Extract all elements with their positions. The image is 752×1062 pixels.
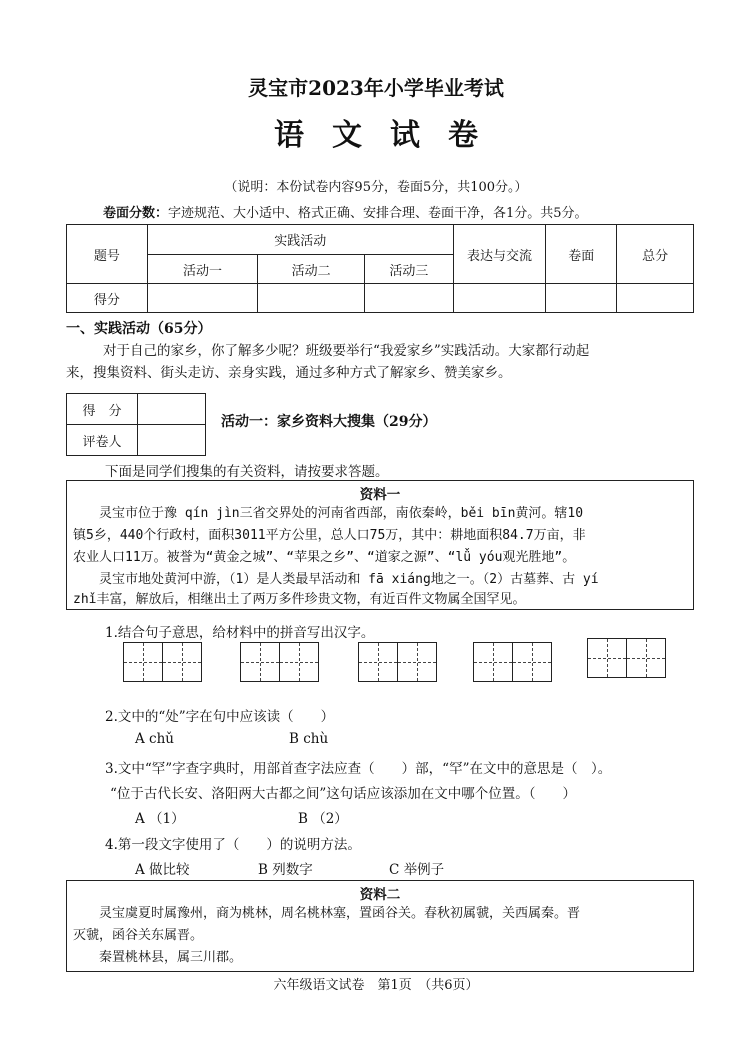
exam-note: （说明：本份试卷内容95分，卷面5分，共100分。） xyxy=(224,180,528,195)
grader-score-cell[interactable] xyxy=(138,394,206,425)
score-cell[interactable] xyxy=(453,284,546,313)
question4: 4.第一段文字使用了（ ）的说明方法。 xyxy=(105,837,361,853)
q4-option-c[interactable]: C 举例子 xyxy=(389,862,445,878)
neatness-line xyxy=(103,202,588,221)
material1-line: 镇5乡，440个行政村，面积3011平方公里，总人口75万，其中：耕地面积84.7万亩，非 xyxy=(73,528,586,543)
material1-line: 农业人口11万。被誉为“黄金之城”、“苹果之乡”、“道家之源”、“lǚ yóu观光胜地”。 xyxy=(73,550,576,565)
act2-header: 活动二 xyxy=(258,255,365,284)
question2: 2.文中的“处”字在句中应该读（ ） xyxy=(105,709,335,725)
material1-line: 灵宝市地处黄河中游，（1）是人类最早活动和 fā xiáng地之一。（2）古墓葬、古 yí xyxy=(99,572,599,587)
answer-grid-4[interactable] xyxy=(474,642,552,682)
material2-line: 秦置桃林县，属三川郡。 xyxy=(99,950,243,965)
grader-box xyxy=(66,393,206,456)
question3-line2: “位于古代长安、洛阳两大古都之间”这句话应该添加在文中哪个位置。（ ） xyxy=(110,786,577,802)
section1-intro-line2: 来，搜集资料、街头走访、亲身实践，通过多种方式了解家乡、赞美家乡。 xyxy=(66,365,512,381)
section1-intro-line1: 对于自己的家乡，你了解多少呢？班级要举行“我爱家乡”实践活动。大家都行动起 xyxy=(103,343,590,359)
grader-score-label: 得 分 xyxy=(67,394,138,425)
page-footer: 六年级语文试卷 第1页 （共6页） xyxy=(273,978,479,993)
q2-option-b[interactable]: B chù xyxy=(289,731,329,747)
neatness-text: 字迹规范、大小适中、格式正确、安排合理、卷面干净，各1分。共5分。 xyxy=(168,206,588,221)
grader-name-label: 评卷人 xyxy=(67,425,138,456)
exam-title: 灵宝市2023年小学毕业考试 xyxy=(248,76,504,100)
section1-heading: 一、实践活动（65分） xyxy=(66,321,212,337)
answer-grid-1[interactable] xyxy=(124,642,202,682)
q4-option-b[interactable]: B 列数字 xyxy=(258,862,313,878)
activity1-instruction: 下面是同学们搜集的有关资料，请按要求答题。 xyxy=(105,464,389,480)
material1-title: 资料一 xyxy=(359,487,401,503)
question1: 1.结合句子意思，给材料中的拼音写出汉字。 xyxy=(105,625,375,641)
question3-line1: 3.文中“罕”字查字典时，用部首查字法应查（ ）部，“罕”在文中的意思是（ ）。 xyxy=(105,761,612,777)
total-header: 总分 xyxy=(617,225,694,284)
act1-header: 活动一 xyxy=(147,255,258,284)
score-table xyxy=(66,224,694,313)
material2-line: 灭虢，函谷关东属晋。 xyxy=(73,928,204,943)
act3-header: 活动三 xyxy=(365,255,454,284)
score-cell[interactable] xyxy=(546,284,617,313)
q4-option-a[interactable]: A 做比较 xyxy=(135,862,190,878)
score-cell[interactable] xyxy=(617,284,694,313)
q2-option-a[interactable]: A chǔ xyxy=(135,731,174,747)
expression-header: 表达与交流 xyxy=(453,225,546,284)
material1-box xyxy=(66,480,694,610)
answer-grid-3[interactable] xyxy=(359,642,437,682)
answer-grid-5[interactable] xyxy=(588,638,666,678)
material2-line: 灵宝虞夏时属豫州，商为桃林，周名桃林塞，置函谷关。春秋初属虢，关西属秦。晋 xyxy=(99,906,581,921)
material1-line: 灵宝市位于豫 qín jìn三省交界处的河南省西部，南依秦岭，běi bīn黄河。辖10 xyxy=(99,506,584,521)
practice-group-header: 实践活动 xyxy=(147,225,453,255)
exam-subtitle: 语文试卷 xyxy=(274,118,506,153)
grader-name-cell[interactable] xyxy=(138,425,206,456)
neatness-header: 卷面 xyxy=(546,225,617,284)
answer-grid-2[interactable] xyxy=(241,642,319,682)
material1-line: zhǐ丰富，解放后，相继出土了两万多件珍贵文物，有近百件文物属全国罕见。 xyxy=(73,592,526,607)
q3-option-a[interactable]: A （1） xyxy=(135,811,185,827)
material2-box xyxy=(66,880,694,972)
score-cell[interactable] xyxy=(365,284,454,313)
neatness-label: 卷面分数： xyxy=(103,206,169,221)
material2-title: 资料二 xyxy=(359,887,401,903)
score-row-label: 得分 xyxy=(67,284,148,313)
activity1-heading: 活动一：家乡资料大搜集（29分） xyxy=(221,414,437,430)
score-cell[interactable] xyxy=(258,284,365,313)
q3-option-b[interactable]: B （2） xyxy=(298,811,348,827)
col-number-header: 题号 xyxy=(67,225,148,284)
score-cell[interactable] xyxy=(147,284,258,313)
